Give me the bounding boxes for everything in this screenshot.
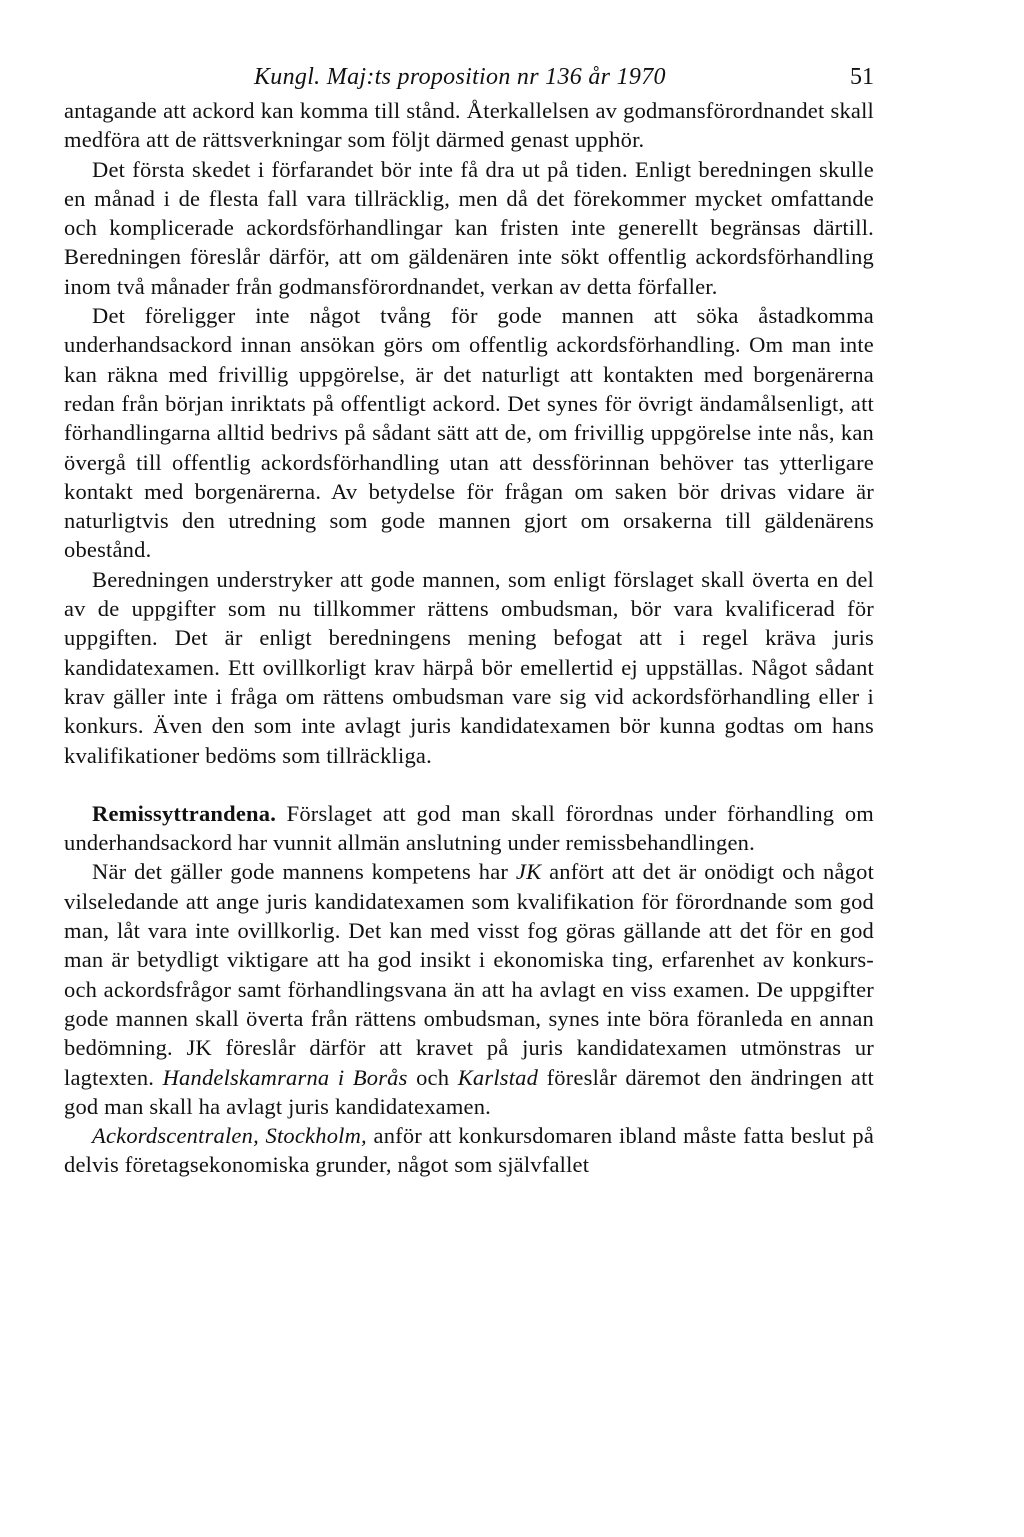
jk-text-b: anfört att det är onödigt och något vilseledande att ange juris kandidatexamen som kvalifikation för förordnande som god man, låt vara inte ovillkorlig. Det kan med visst fog göras gällande att det för en god man är betydligt viktigare att ha god insikt i ekonomiska ting, erfarenhet av konkurs- och ackordsfrågor samt förhandlingsvana än att ha avlagt en viss examen. De uppgifter gode mannen skall överta från rättens ombudsman, synes inte böra föranleda en annan bedömning. JK föreslår därför att kravet på juris kandidatexamen utmönstras ur lagtexten. [64,859,875,1090]
karlstad-italic: Karlstad [457,1064,539,1090]
jk-text-c: och [416,1064,450,1090]
paragraph-qualification: Beredningen understryker att gode mannen, som enligt förslaget skall överta en del av de uppgifter som nu tillkommer rättens ombudsman, bör vara kvalificerad för uppgiften. Det är enligt beredningens mening befogat att i regel kräva juris kandidatexamen. Ett ovillkorligt krav härpå bör emellertid ej uppställas. Något sådant krav gäller inte i fråga om rättens ombudsman vare sig vid ackordsförhandling eller i konkurs. Även den som inte avlagt juris kandidatexamen bör kunna godtas om hans kvalifikationer bedöms som tillräckliga. [64,566,874,768]
running-header [64,62,874,92]
jk-text-a: När det gäller gode mannens kompetens har [92,859,509,885]
jk-text-d: föreslår däremot den ändringen att god man skall ha avlagt juris kandidatexamen. [64,1064,875,1119]
paragraph-ackordscentralen [64,1121,874,1180]
paragraph-continuation: antagande att ackord kan komma till stånd. Återkallelsen av godmansförordnandet skall medföra att de rättsverkningar som följt därmed genast upphör. [64,98,874,153]
ackordscentralen-text: anför att konkursdomaren ibland måste fatta beslut på delvis företagsekonomiska grunder, något som självfallet [64,1123,875,1178]
handelskamrarna-italic: Handelskamrarna i Borås [162,1064,408,1090]
paragraph-jk [64,857,874,1121]
header-title: Kungl. Maj:ts proposition nr 136 år 1970 [254,64,666,90]
paragraph-remissyttrandena [64,799,874,858]
paragraph-first-stage: Det första skedet i förfarandet bör inte få dra ut på tiden. Enligt beredningen skulle en månad i de flesta fall vara tillräcklig, men då det förekommer mycket omfattande och komplicerade ackordsförhandlingar kan fristen inte generellt begränsas därtill. Beredningen föreslår därför, att om gäldenären inte sökt offentlig ackordsförhandling inom två månader från godmansförordnandet, verkan av detta förfaller. [64,156,874,299]
paragraph-no-obligation: Det föreligger inte något tvång för gode mannen att söka åstadkomma underhandsackord innan ansökan görs om offentlig ackordsförhandling. Om man inte kan räkna med frivillig uppgörelse, är det naturligt att kontakten med borgenärerna redan från början inriktats på offentligt ackord. Det synes för övrigt ändamålsenligt, att förhandlingarna alltid bedrivs på sådant sätt att de, om frivillig uppgörelse inte nås, kan övergå till offentlig ackordsförhandling utan att dessförinnan behöver tas ytterligare kontakt med borgenärerna. Av betydelse för frågan om saken bör drivas vidare är naturligtvis den utredning som gode mannen gjort om orsakerna till gäldenärens obestånd. [64,303,874,563]
section-heading: Remissyttrandena. [92,800,277,826]
section-gap [64,770,874,799]
ackordscentralen-italic: Ackordscentralen, Stockholm, [92,1123,367,1149]
page-number: 51 [850,64,874,90]
remiss-text: Förslaget att god man skall förordnas under förhandling om underhandsackord har vunnit allmän anslutning under remissbehandlingen. [64,800,874,856]
jk-italic: JK [515,859,542,885]
